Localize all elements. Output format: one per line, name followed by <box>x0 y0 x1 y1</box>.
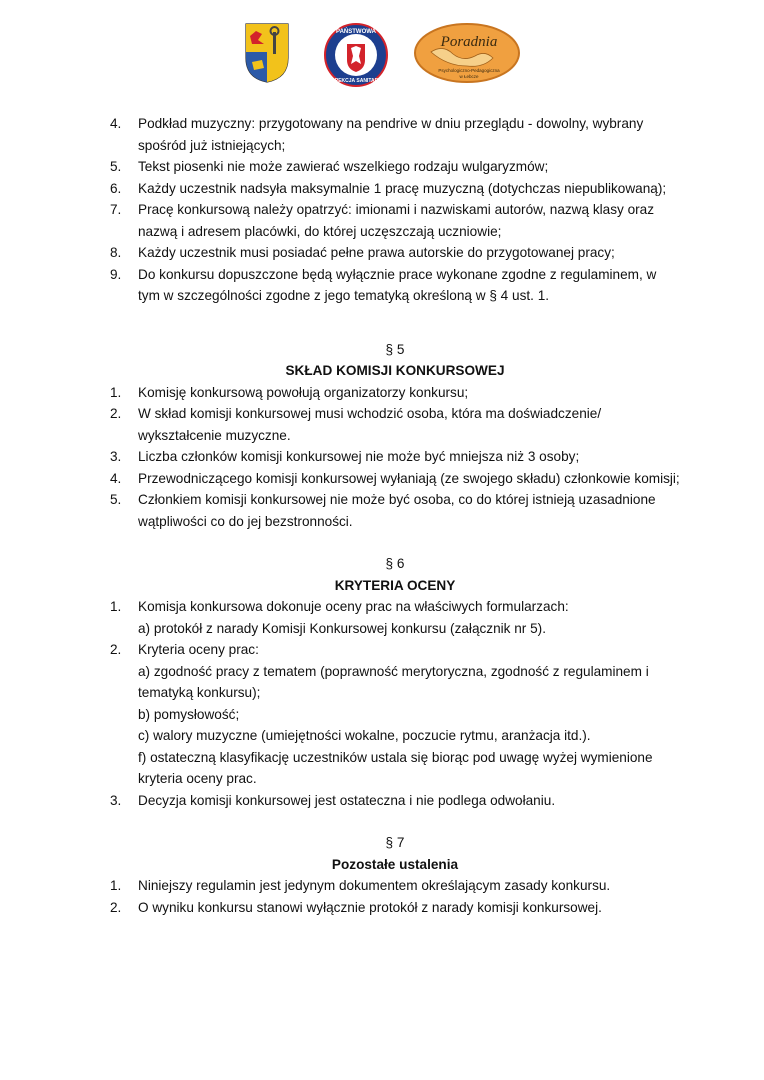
item-text: Liczba członków komisji konkursowej nie może być mniejsza niż 3 osoby; <box>138 449 580 464</box>
item-text: Pracę konkursową należy opatrzyć: imionami i nazwiskami autorów, nazwą klasy oraz nazwą i adresem placówki, do której uczęszczają uczniowie; <box>138 202 655 239</box>
list-item <box>110 113 680 156</box>
sub-item: a) zgodność pracy z tematem (poprawność merytoryczna, zgodność z regulaminem i tematyką konkursu); <box>138 663 649 700</box>
svg-text:Poradnia: Poradnia <box>440 34 498 50</box>
sub-item: a) protokół z narady Komisji Konkursowej konkursu (załącznik nr 5). <box>138 620 546 636</box>
item-text: Kryteria oceny prac: <box>138 642 259 657</box>
item-number: 7. <box>110 202 122 217</box>
svg-text:INSPEKCJA SANITARNA: INSPEKCJA SANITARNA <box>326 78 386 84</box>
item-number: 5. <box>110 159 122 174</box>
svg-text:Psychologiczno-Pedagogiczna: Psychologiczno-Pedagogiczna <box>438 68 500 73</box>
item-number: 2. <box>110 406 122 421</box>
section-5-title: SKŁAD KOMISJI KONKURSOWEJ <box>285 363 505 378</box>
item-text: Podkład muzyczny: przygotowany na pendrive w dniu przeglądu - dowolny, wybrany spośród już istniejących; <box>138 116 644 153</box>
item-number: 3. <box>110 449 122 464</box>
item-text: Niniejszy regulamin jest jedynym dokumentem określającym zasady konkursu. <box>138 878 611 893</box>
sub-item: f) ostateczną klasyfikację uczestników ustala się biorąc pod uwagę wyżej wymienione kryteria oceny prac. <box>138 749 653 786</box>
list-item <box>110 446 680 468</box>
section-6-number: § 6 <box>385 556 405 571</box>
item-text: Tekst piosenki nie może zawierać wszelkiego rodzaju wulgaryzmów; <box>138 159 549 174</box>
list-item <box>110 468 680 490</box>
item-number: 1. <box>110 599 122 614</box>
item-number: 2. <box>110 899 122 915</box>
item-text: Decyzja komisji konkursowej jest ostateczna i nie podlega odwołaniu. <box>138 792 556 808</box>
item-number: 2. <box>110 642 122 657</box>
list-item <box>110 242 680 264</box>
poradnia-logo <box>413 22 521 84</box>
section-7-list <box>110 875 680 918</box>
list-item <box>110 403 680 446</box>
sub-item: b) pomysłowość; <box>138 706 240 722</box>
list-item <box>110 156 680 178</box>
sanepid-logo <box>323 22 389 88</box>
list-item <box>110 264 680 307</box>
item-number: 1. <box>110 384 122 400</box>
header-logos <box>0 22 764 88</box>
item-text: Każdy uczestnik nadsyła maksymalnie 1 pracę muzyczną (dotychczas niepublikowaną); <box>138 180 667 196</box>
item-text: Komisję konkursową powołują organizatorzy konkursu; <box>138 384 469 400</box>
coat-of-arms-logo <box>244 22 290 84</box>
sub-item: c) walory muzyczne (umiejętności wokalne, poczucie rytmu, aranżacja itd.). <box>138 728 591 743</box>
list-item <box>110 489 680 532</box>
item-number: 4. <box>110 470 122 486</box>
list-item <box>110 897 680 919</box>
item-number: 8. <box>110 245 122 260</box>
item-number: 9. <box>110 266 122 282</box>
item-text: O wyniku konkursu stanowi wyłącznie protokół z narady komisji konkursowej. <box>138 899 602 915</box>
section-5-number: § 5 <box>385 341 405 357</box>
list-item <box>110 639 680 790</box>
item-text: Przewodniczącego komisji konkursowej wyłaniają (ze swojego składu) członkowie komisji; <box>138 470 680 486</box>
section-7-title: Pozostałe ustalenia <box>331 856 459 872</box>
svg-text:w Łebcze: w Łebcze <box>459 74 479 79</box>
list-item <box>110 790 680 812</box>
list-item <box>110 382 680 404</box>
regulation-body <box>110 113 680 918</box>
item-text: Komisja konkursowa dokonuje oceny prac na właściwych formularzach: <box>138 599 569 614</box>
list-item <box>110 875 680 897</box>
list-item <box>110 178 680 200</box>
item-text: Członkiem komisji konkursowej nie może być osoba, co do której istnieją uzasadnione wątpliwości co do jej bezstronności. <box>138 492 656 529</box>
section-6-title: KRYTERIA OCENY <box>334 577 456 593</box>
item-number: 6. <box>110 180 122 196</box>
item-number: 3. <box>110 792 122 808</box>
item-number: 4. <box>110 116 122 131</box>
section-7-number: § 7 <box>385 835 405 850</box>
item-number: 1. <box>110 878 122 893</box>
section-6-list <box>110 596 680 811</box>
list-item <box>110 199 680 242</box>
item-number: 5. <box>110 492 122 507</box>
participation-rules-list <box>110 113 680 307</box>
item-text: W skład komisji konkursowej musi wchodzić osoba, która ma doświadczenie/ wykształcenie muzyczne. <box>138 406 602 443</box>
svg-text:PAŃSTWOWA: PAŃSTWOWA <box>336 29 376 35</box>
section-5-list <box>110 382 680 533</box>
item-text: Każdy uczestnik musi posiadać pełne prawa autorskie do przygotowanej pracy; <box>138 245 615 260</box>
list-item <box>110 596 680 639</box>
item-text: Do konkursu dopuszczone będą wyłącznie prace wykonane zgodne z regulaminem, w tym w szczególności zgodne z jego tematyką określoną w § 4 ust. 1. <box>138 266 657 303</box>
